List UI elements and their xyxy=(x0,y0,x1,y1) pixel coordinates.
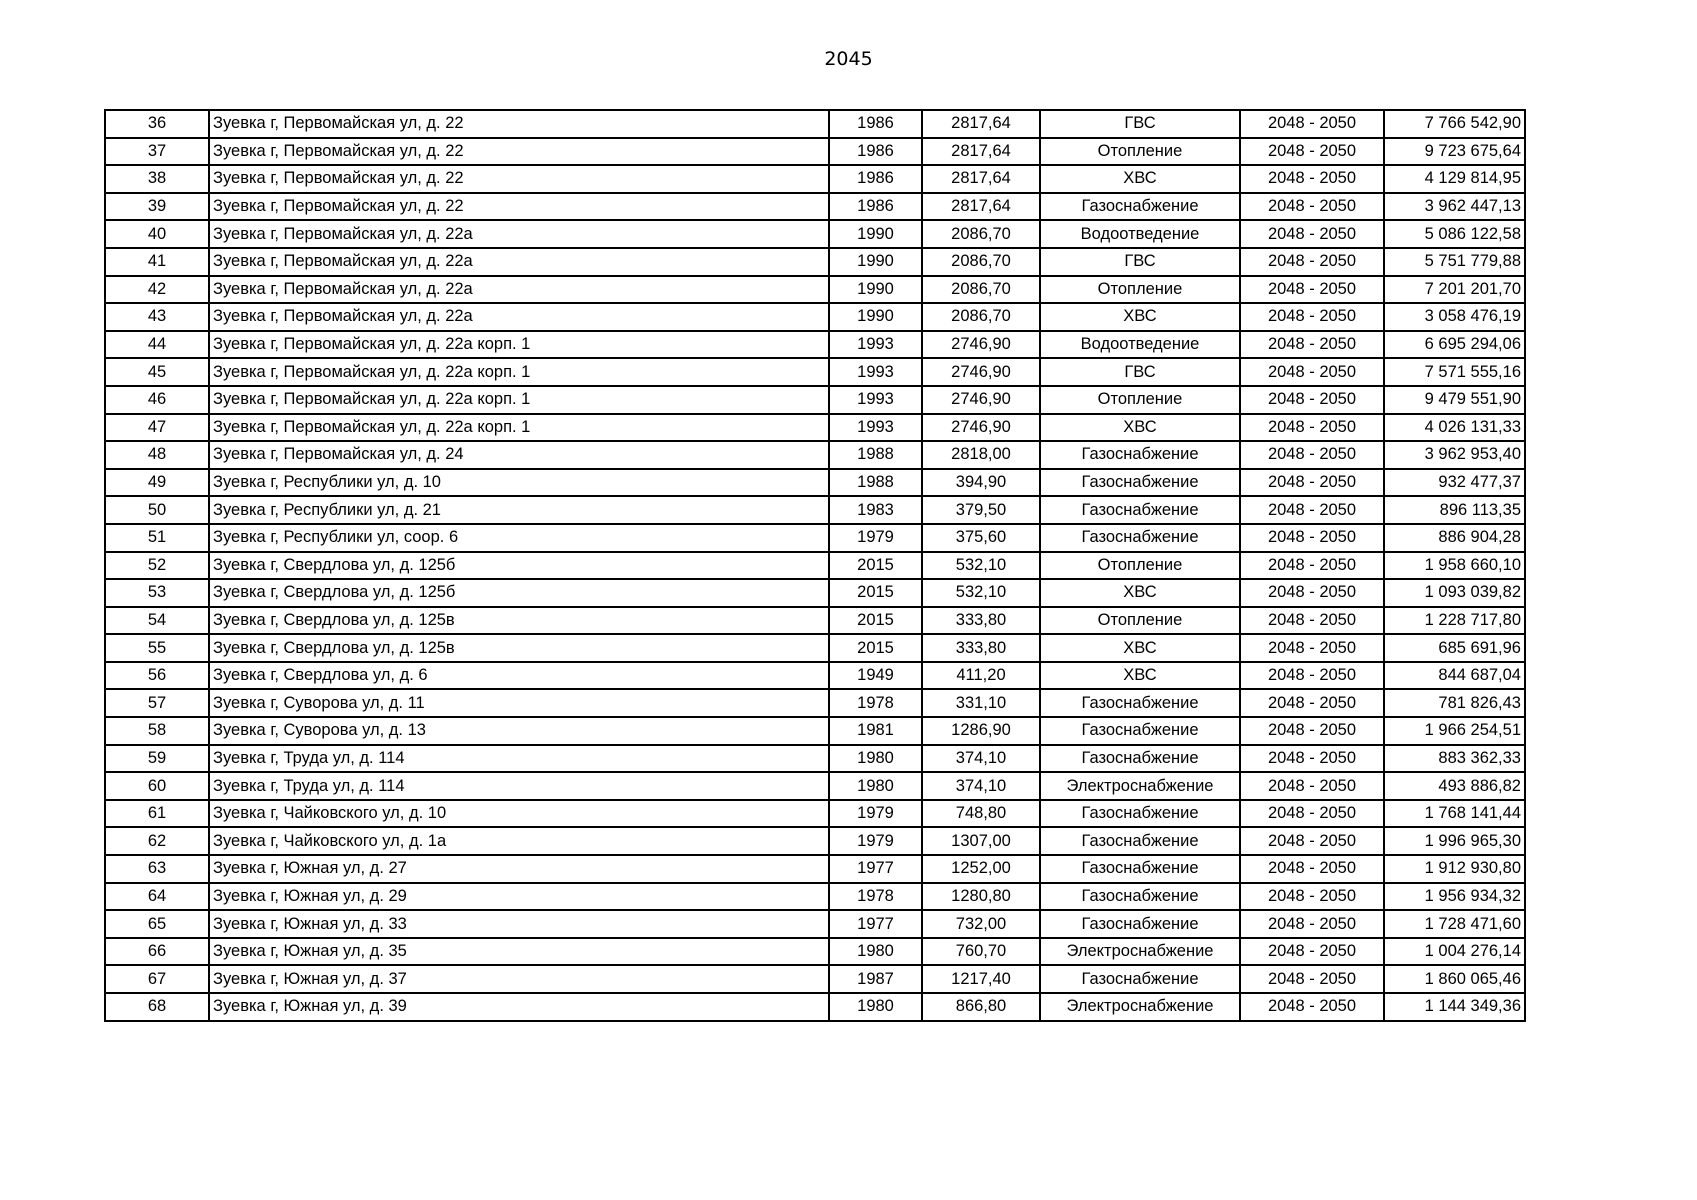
table-row xyxy=(105,469,1525,497)
cost-cell: 685 691,96 xyxy=(1384,634,1525,662)
area-cell: 748,80 xyxy=(922,800,1040,828)
table-row xyxy=(105,772,1525,800)
year-built-cell: 1988 xyxy=(829,469,922,497)
year-built-cell: 1979 xyxy=(829,800,922,828)
address-cell: Зуевка г, Первомайская ул, д. 22 xyxy=(209,110,829,138)
row-number-cell: 48 xyxy=(105,441,209,469)
address-cell: Зуевка г, Южная ул, д. 35 xyxy=(209,938,829,966)
period-cell: 2048 - 2050 xyxy=(1240,496,1384,524)
address-cell: Зуевка г, Труда ул, д. 114 xyxy=(209,745,829,773)
area-cell: 333,80 xyxy=(922,634,1040,662)
address-cell: Зуевка г, Республики ул, соор. 6 xyxy=(209,524,829,552)
year-built-cell: 1988 xyxy=(829,441,922,469)
row-number-cell: 59 xyxy=(105,745,209,773)
table-row xyxy=(105,662,1525,690)
cost-cell: 3 058 476,19 xyxy=(1384,303,1525,331)
area-cell: 2817,64 xyxy=(922,165,1040,193)
address-cell: Зуевка г, Южная ул, д. 27 xyxy=(209,855,829,883)
table-row xyxy=(105,634,1525,662)
period-cell: 2048 - 2050 xyxy=(1240,331,1384,359)
area-cell: 2817,64 xyxy=(922,193,1040,221)
year-built-cell: 1980 xyxy=(829,938,922,966)
address-cell: Зуевка г, Первомайская ул, д. 22а корп. 1 xyxy=(209,358,829,386)
period-cell: 2048 - 2050 xyxy=(1240,358,1384,386)
address-cell: Зуевка г, Свердлова ул, д. 125б xyxy=(209,579,829,607)
area-cell: 2746,90 xyxy=(922,414,1040,442)
area-cell: 760,70 xyxy=(922,938,1040,966)
row-number-cell: 43 xyxy=(105,303,209,331)
year-built-cell: 1993 xyxy=(829,414,922,442)
row-number-cell: 53 xyxy=(105,579,209,607)
area-cell: 2086,70 xyxy=(922,276,1040,304)
area-cell: 331,10 xyxy=(922,689,1040,717)
row-number-cell: 52 xyxy=(105,552,209,580)
cost-cell: 1 768 141,44 xyxy=(1384,800,1525,828)
table-row xyxy=(105,910,1525,938)
area-cell: 1252,00 xyxy=(922,855,1040,883)
work-type-cell: Газоснабжение xyxy=(1040,193,1240,221)
row-number-cell: 42 xyxy=(105,276,209,304)
period-cell: 2048 - 2050 xyxy=(1240,634,1384,662)
table-row xyxy=(105,441,1525,469)
row-number-cell: 50 xyxy=(105,496,209,524)
table-row xyxy=(105,110,1525,138)
work-type-cell: Электроснабжение xyxy=(1040,993,1240,1021)
cost-cell: 1 956 934,32 xyxy=(1384,883,1525,911)
table-row xyxy=(105,717,1525,745)
row-number-cell: 60 xyxy=(105,772,209,800)
table-row xyxy=(105,827,1525,855)
year-built-cell: 1977 xyxy=(829,910,922,938)
work-type-cell: Отопление xyxy=(1040,138,1240,166)
row-number-cell: 57 xyxy=(105,689,209,717)
address-cell: Зуевка г, Первомайская ул, д. 22а корп. 1 xyxy=(209,386,829,414)
cost-cell: 1 860 065,46 xyxy=(1384,965,1525,993)
work-type-cell: Газоснабжение xyxy=(1040,469,1240,497)
address-cell: Зуевка г, Первомайская ул, д. 22а корп. 1 xyxy=(209,331,829,359)
work-type-cell: Газоснабжение xyxy=(1040,827,1240,855)
year-built-cell: 1986 xyxy=(829,138,922,166)
year-built-cell: 1980 xyxy=(829,993,922,1021)
year-built-cell: 1993 xyxy=(829,386,922,414)
table-row xyxy=(105,938,1525,966)
area-cell: 1280,80 xyxy=(922,883,1040,911)
table-row xyxy=(105,414,1525,442)
period-cell: 2048 - 2050 xyxy=(1240,993,1384,1021)
area-cell: 2086,70 xyxy=(922,303,1040,331)
cost-cell: 7 201 201,70 xyxy=(1384,276,1525,304)
period-cell: 2048 - 2050 xyxy=(1240,248,1384,276)
cost-cell: 3 962 953,40 xyxy=(1384,441,1525,469)
cost-cell: 1 228 717,80 xyxy=(1384,607,1525,635)
row-number-cell: 51 xyxy=(105,524,209,552)
address-cell: Зуевка г, Свердлова ул, д. 125б xyxy=(209,552,829,580)
work-type-cell: Газоснабжение xyxy=(1040,800,1240,828)
work-type-cell: Газоснабжение xyxy=(1040,883,1240,911)
table-row xyxy=(105,248,1525,276)
address-cell: Зуевка г, Суворова ул, д. 11 xyxy=(209,689,829,717)
area-cell: 2086,70 xyxy=(922,248,1040,276)
table-row xyxy=(105,496,1525,524)
work-type-cell: ХВС xyxy=(1040,634,1240,662)
period-cell: 2048 - 2050 xyxy=(1240,772,1384,800)
year-built-cell: 1987 xyxy=(829,965,922,993)
period-cell: 2048 - 2050 xyxy=(1240,662,1384,690)
period-cell: 2048 - 2050 xyxy=(1240,552,1384,580)
area-cell: 374,10 xyxy=(922,772,1040,800)
table-row xyxy=(105,138,1525,166)
year-built-cell: 1990 xyxy=(829,220,922,248)
cost-cell: 6 695 294,06 xyxy=(1384,331,1525,359)
table-row xyxy=(105,331,1525,359)
address-cell: Зуевка г, Республики ул, д. 10 xyxy=(209,469,829,497)
area-cell: 732,00 xyxy=(922,910,1040,938)
row-number-cell: 36 xyxy=(105,110,209,138)
row-number-cell: 58 xyxy=(105,717,209,745)
row-number-cell: 61 xyxy=(105,800,209,828)
work-type-cell: Электроснабжение xyxy=(1040,938,1240,966)
row-number-cell: 41 xyxy=(105,248,209,276)
area-cell: 532,10 xyxy=(922,579,1040,607)
work-type-cell: Электроснабжение xyxy=(1040,772,1240,800)
cost-cell: 932 477,37 xyxy=(1384,469,1525,497)
period-cell: 2048 - 2050 xyxy=(1240,220,1384,248)
address-cell: Зуевка г, Южная ул, д. 29 xyxy=(209,883,829,911)
table-row xyxy=(105,220,1525,248)
area-cell: 375,60 xyxy=(922,524,1040,552)
cost-cell: 1 996 965,30 xyxy=(1384,827,1525,855)
row-number-cell: 68 xyxy=(105,993,209,1021)
page-number: 2045 xyxy=(824,48,873,70)
period-cell: 2048 - 2050 xyxy=(1240,855,1384,883)
row-number-cell: 46 xyxy=(105,386,209,414)
year-built-cell: 1979 xyxy=(829,524,922,552)
cost-cell: 1 144 349,36 xyxy=(1384,993,1525,1021)
address-cell: Зуевка г, Первомайская ул, д. 22 xyxy=(209,165,829,193)
period-cell: 2048 - 2050 xyxy=(1240,717,1384,745)
table-row xyxy=(105,165,1525,193)
year-built-cell: 2015 xyxy=(829,579,922,607)
year-built-cell: 1993 xyxy=(829,331,922,359)
area-cell: 411,20 xyxy=(922,662,1040,690)
period-cell: 2048 - 2050 xyxy=(1240,165,1384,193)
row-number-cell: 47 xyxy=(105,414,209,442)
year-built-cell: 1986 xyxy=(829,165,922,193)
period-cell: 2048 - 2050 xyxy=(1240,193,1384,221)
area-cell: 333,80 xyxy=(922,607,1040,635)
address-cell: Зуевка г, Первомайская ул, д. 22 xyxy=(209,193,829,221)
work-type-cell: Отопление xyxy=(1040,552,1240,580)
table-row xyxy=(105,276,1525,304)
cost-cell: 7 766 542,90 xyxy=(1384,110,1525,138)
work-type-cell: ХВС xyxy=(1040,414,1240,442)
address-cell: Зуевка г, Первомайская ул, д. 22 xyxy=(209,138,829,166)
row-number-cell: 44 xyxy=(105,331,209,359)
work-type-cell: Газоснабжение xyxy=(1040,689,1240,717)
work-type-cell: ГВС xyxy=(1040,110,1240,138)
area-cell: 1307,00 xyxy=(922,827,1040,855)
address-cell: Зуевка г, Чайковского ул, д. 10 xyxy=(209,800,829,828)
year-built-cell: 1978 xyxy=(829,689,922,717)
row-number-cell: 56 xyxy=(105,662,209,690)
year-built-cell: 2015 xyxy=(829,634,922,662)
address-cell: Зуевка г, Первомайская ул, д. 22а xyxy=(209,303,829,331)
year-built-cell: 2015 xyxy=(829,607,922,635)
work-type-cell: Газоснабжение xyxy=(1040,745,1240,773)
cost-cell: 781 826,43 xyxy=(1384,689,1525,717)
address-cell: Зуевка г, Первомайская ул, д. 22а xyxy=(209,220,829,248)
period-cell: 2048 - 2050 xyxy=(1240,689,1384,717)
year-built-cell: 1983 xyxy=(829,496,922,524)
area-cell: 1217,40 xyxy=(922,965,1040,993)
row-number-cell: 49 xyxy=(105,469,209,497)
period-cell: 2048 - 2050 xyxy=(1240,303,1384,331)
area-cell: 379,50 xyxy=(922,496,1040,524)
area-cell: 1286,90 xyxy=(922,717,1040,745)
row-number-cell: 63 xyxy=(105,855,209,883)
table-row xyxy=(105,607,1525,635)
row-number-cell: 40 xyxy=(105,220,209,248)
row-number-cell: 54 xyxy=(105,607,209,635)
cost-cell: 1 728 471,60 xyxy=(1384,910,1525,938)
period-cell: 2048 - 2050 xyxy=(1240,938,1384,966)
row-number-cell: 66 xyxy=(105,938,209,966)
area-cell: 2746,90 xyxy=(922,331,1040,359)
cost-cell: 493 886,82 xyxy=(1384,772,1525,800)
year-built-cell: 1990 xyxy=(829,248,922,276)
address-cell: Зуевка г, Южная ул, д. 39 xyxy=(209,993,829,1021)
area-cell: 866,80 xyxy=(922,993,1040,1021)
year-built-cell: 1993 xyxy=(829,358,922,386)
period-cell: 2048 - 2050 xyxy=(1240,827,1384,855)
area-cell: 2746,90 xyxy=(922,358,1040,386)
period-cell: 2048 - 2050 xyxy=(1240,469,1384,497)
year-built-cell: 1990 xyxy=(829,303,922,331)
period-cell: 2048 - 2050 xyxy=(1240,414,1384,442)
cost-cell: 3 962 447,13 xyxy=(1384,193,1525,221)
table-row xyxy=(105,993,1525,1021)
table-row xyxy=(105,745,1525,773)
period-cell: 2048 - 2050 xyxy=(1240,276,1384,304)
address-cell: Зуевка г, Первомайская ул, д. 22а xyxy=(209,276,829,304)
work-type-cell: ХВС xyxy=(1040,165,1240,193)
row-number-cell: 39 xyxy=(105,193,209,221)
table-row xyxy=(105,579,1525,607)
table-row xyxy=(105,855,1525,883)
work-type-cell: ХВС xyxy=(1040,579,1240,607)
year-built-cell: 1981 xyxy=(829,717,922,745)
period-cell: 2048 - 2050 xyxy=(1240,524,1384,552)
year-built-cell: 1980 xyxy=(829,745,922,773)
work-type-cell: Газоснабжение xyxy=(1040,496,1240,524)
address-cell: Зуевка г, Южная ул, д. 37 xyxy=(209,965,829,993)
table-row xyxy=(105,800,1525,828)
work-type-cell: ГВС xyxy=(1040,358,1240,386)
cost-cell: 883 362,33 xyxy=(1384,745,1525,773)
address-cell: Зуевка г, Свердлова ул, д. 125в xyxy=(209,634,829,662)
year-built-cell: 1980 xyxy=(829,772,922,800)
period-cell: 2048 - 2050 xyxy=(1240,965,1384,993)
area-cell: 532,10 xyxy=(922,552,1040,580)
address-cell: Зуевка г, Южная ул, д. 33 xyxy=(209,910,829,938)
table-body xyxy=(105,110,1525,1021)
work-type-cell: Водоотведение xyxy=(1040,220,1240,248)
area-cell: 2817,64 xyxy=(922,138,1040,166)
year-built-cell: 1978 xyxy=(829,883,922,911)
work-type-cell: Газоснабжение xyxy=(1040,524,1240,552)
year-built-cell: 1979 xyxy=(829,827,922,855)
cost-cell: 4 129 814,95 xyxy=(1384,165,1525,193)
area-cell: 2817,64 xyxy=(922,110,1040,138)
address-cell: Зуевка г, Первомайская ул, д. 22а корп. 1 xyxy=(209,414,829,442)
row-number-cell: 55 xyxy=(105,634,209,662)
period-cell: 2048 - 2050 xyxy=(1240,745,1384,773)
cost-cell: 1 966 254,51 xyxy=(1384,717,1525,745)
work-type-cell: Газоснабжение xyxy=(1040,855,1240,883)
cost-cell: 9 723 675,64 xyxy=(1384,138,1525,166)
area-cell: 2818,00 xyxy=(922,441,1040,469)
table-row xyxy=(105,883,1525,911)
table-row xyxy=(105,552,1525,580)
row-number-cell: 37 xyxy=(105,138,209,166)
area-cell: 394,90 xyxy=(922,469,1040,497)
table-row xyxy=(105,524,1525,552)
period-cell: 2048 - 2050 xyxy=(1240,138,1384,166)
year-built-cell: 1990 xyxy=(829,276,922,304)
cost-cell: 1 958 660,10 xyxy=(1384,552,1525,580)
row-number-cell: 65 xyxy=(105,910,209,938)
year-built-cell: 1986 xyxy=(829,193,922,221)
work-type-cell: ХВС xyxy=(1040,662,1240,690)
address-cell: Зуевка г, Свердлова ул, д. 6 xyxy=(209,662,829,690)
address-cell: Зуевка г, Свердлова ул, д. 125в xyxy=(209,607,829,635)
period-cell: 2048 - 2050 xyxy=(1240,800,1384,828)
address-cell: Зуевка г, Суворова ул, д. 13 xyxy=(209,717,829,745)
row-number-cell: 67 xyxy=(105,965,209,993)
work-type-cell: Газоснабжение xyxy=(1040,910,1240,938)
period-cell: 2048 - 2050 xyxy=(1240,386,1384,414)
table-row xyxy=(105,193,1525,221)
work-type-cell: ГВС xyxy=(1040,248,1240,276)
cost-cell: 844 687,04 xyxy=(1384,662,1525,690)
cost-cell: 5 086 122,58 xyxy=(1384,220,1525,248)
work-type-cell: ХВС xyxy=(1040,303,1240,331)
cost-cell: 1 004 276,14 xyxy=(1384,938,1525,966)
work-type-cell: Газоснабжение xyxy=(1040,441,1240,469)
area-cell: 374,10 xyxy=(922,745,1040,773)
cost-cell: 5 751 779,88 xyxy=(1384,248,1525,276)
year-built-cell: 1949 xyxy=(829,662,922,690)
table-row xyxy=(105,303,1525,331)
cost-cell: 4 026 131,33 xyxy=(1384,414,1525,442)
work-type-cell: Отопление xyxy=(1040,607,1240,635)
area-cell: 2746,90 xyxy=(922,386,1040,414)
row-number-cell: 64 xyxy=(105,883,209,911)
table-row xyxy=(105,965,1525,993)
year-built-cell: 2015 xyxy=(829,552,922,580)
cost-cell: 9 479 551,90 xyxy=(1384,386,1525,414)
address-cell: Зуевка г, Чайковского ул, д. 1а xyxy=(209,827,829,855)
cost-cell: 1 093 039,82 xyxy=(1384,579,1525,607)
table-row xyxy=(105,358,1525,386)
row-number-cell: 62 xyxy=(105,827,209,855)
period-cell: 2048 - 2050 xyxy=(1240,883,1384,911)
cost-cell: 7 571 555,16 xyxy=(1384,358,1525,386)
work-type-cell: Газоснабжение xyxy=(1040,717,1240,745)
year-built-cell: 1977 xyxy=(829,855,922,883)
repair-schedule-table xyxy=(104,109,1526,1022)
address-cell: Зуевка г, Первомайская ул, д. 22а xyxy=(209,248,829,276)
cost-cell: 896 113,35 xyxy=(1384,496,1525,524)
cost-cell: 886 904,28 xyxy=(1384,524,1525,552)
row-number-cell: 38 xyxy=(105,165,209,193)
year-built-cell: 1986 xyxy=(829,110,922,138)
cost-cell: 1 912 930,80 xyxy=(1384,855,1525,883)
work-type-cell: Отопление xyxy=(1040,386,1240,414)
period-cell: 2048 - 2050 xyxy=(1240,579,1384,607)
row-number-cell: 45 xyxy=(105,358,209,386)
period-cell: 2048 - 2050 xyxy=(1240,441,1384,469)
address-cell: Зуевка г, Первомайская ул, д. 24 xyxy=(209,441,829,469)
area-cell: 2086,70 xyxy=(922,220,1040,248)
table-row xyxy=(105,689,1525,717)
address-cell: Зуевка г, Труда ул, д. 114 xyxy=(209,772,829,800)
address-cell: Зуевка г, Республики ул, д. 21 xyxy=(209,496,829,524)
period-cell: 2048 - 2050 xyxy=(1240,110,1384,138)
work-type-cell: Отопление xyxy=(1040,276,1240,304)
work-type-cell: Газоснабжение xyxy=(1040,965,1240,993)
table-row xyxy=(105,386,1525,414)
work-type-cell: Водоотведение xyxy=(1040,331,1240,359)
period-cell: 2048 - 2050 xyxy=(1240,607,1384,635)
period-cell: 2048 - 2050 xyxy=(1240,910,1384,938)
